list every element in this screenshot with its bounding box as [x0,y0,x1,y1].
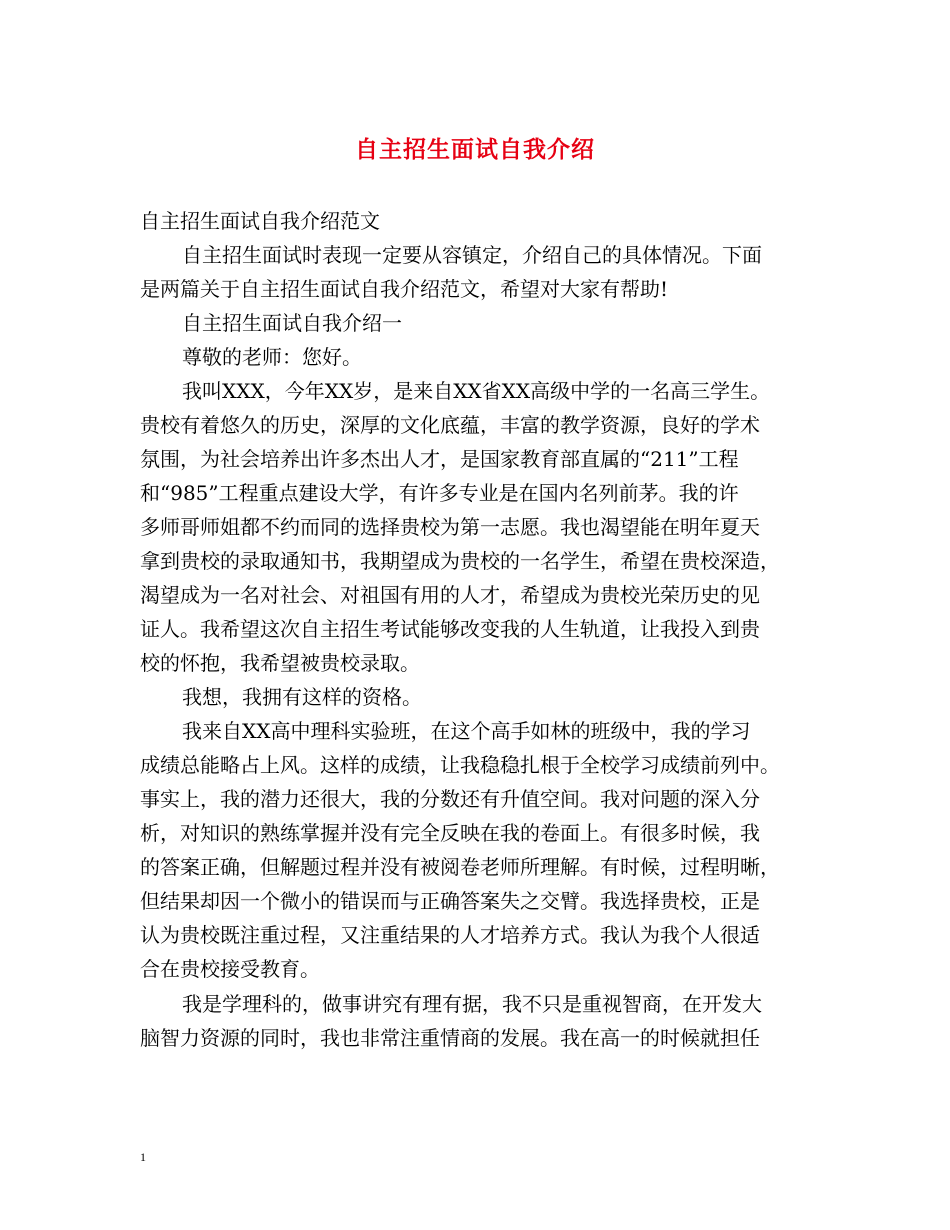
paragraph-line: 渴望成为一名对社会、对祖国有用的人才，希望成为贵校光荣历史的见 [140,583,760,607]
paragraph-line: 证人。我希望这次自主招生考试能够改变我的人生轨道，让我投入到贵 [140,617,760,641]
paragraph-line: 我想，我拥有这样的资格。 [182,685,422,709]
paragraph-line: 脑智力资源的同时，我也非常注重情商的发展。我在高一的时候就担任 [140,1026,760,1050]
paragraph-line: 和“985”工程重点建设大学，有许多专业是在国内名列前茅。我的许 [140,481,739,505]
paragraph-line: 但结果却因一个微小的错误而与正确答案失之交臂。我选择贵校，正是 [140,889,760,913]
paragraph-line: 校的怀抱，我希望被贵校录取。 [140,651,420,675]
paragraph-line: 我来自XX高中理科实验班，在这个高手如林的班级中，我的学习 [182,719,751,743]
greeting-line: 尊敬的老师：您好。 [182,345,362,369]
document-title: 自主招生面试自我介绍 [355,136,595,163]
paragraph-line: 事实上，我的潜力还很大，我的分数还有升值空间。我对问题的深入分 [140,787,760,811]
subtitle-line: 自主招生面试自我介绍范文 [140,209,380,233]
paragraph-line: 合在贵校接受教育。 [140,957,320,981]
paragraph-line: 贵校有着悠久的历史，深厚的文化底蕴，丰富的教学资源，良好的学术 [140,413,760,437]
paragraph-line: 拿到贵校的录取通知书，我期望成为贵校的一名学生，希望在贵校深造， [140,549,780,573]
paragraph-line: 成绩总能略占上风。这样的成绩，让我稳稳扎根于全校学习成绩前列中。 [140,753,780,777]
paragraph-line: 我是学理科的，做事讲究有理有据，我不只是重视智商，在开发大 [182,992,762,1016]
page-number: 1 [140,1150,146,1164]
paragraph-line: 我叫XXX，今年XX岁，是来自XX省XX高级中学的一名高三学生。 [182,379,771,403]
paragraph-line: 析，对知识的熟练掌握并没有完全反映在我的卷面上。有很多时候，我 [140,821,760,845]
document-body [140,204,820,1055]
paragraph-line: 是两篇关于自主招生面试自我介绍范文，希望对大家有帮助! [140,277,669,301]
paragraph-line: 多师哥师姐都不约而同的选择贵校为第一志愿。我也渴望能在明年夏天 [140,515,760,539]
paragraph-line: 氛围，为社会培养出许多杰出人才，是国家教育部直属的“211”工程 [140,447,739,471]
paragraph-line: 认为贵校既注重过程，又注重结果的人才培养方式。我认为我个人很适 [140,923,760,947]
section-heading-line: 自主招生面试自我介绍一 [182,311,402,335]
paragraph-line: 自主招生面试时表现一定要从容镇定，介绍自己的具体情况。下面 [182,243,762,267]
paragraph-line: 的答案正确，但解题过程并没有被阅卷老师所理解。有时候，过程明晰， [140,855,780,879]
